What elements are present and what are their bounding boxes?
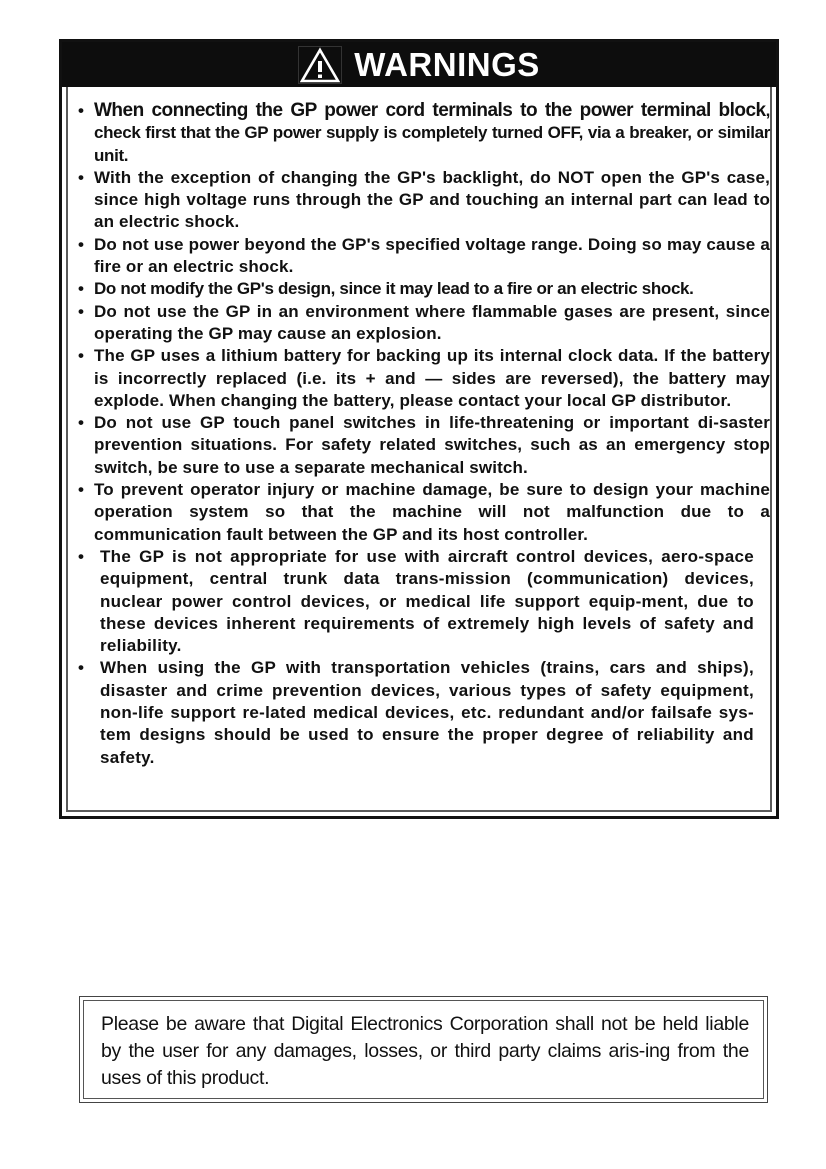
bullet: •	[78, 546, 85, 566]
warning-item	[76, 100, 770, 167]
warning-text: With the exception of changing the GP's backlight, do NOT open the GP's case, since high voltage runs through the GP and touching an internal part can lead to an electric shock.	[94, 167, 770, 232]
disclaimer-inner-border	[83, 1000, 764, 1099]
warning-item	[76, 167, 770, 234]
warning-item	[76, 546, 770, 657]
warning-lead: When connecting the GP power cord terminals to the power terminal block	[94, 100, 766, 121]
warning-item	[76, 301, 770, 346]
warnings-header	[62, 42, 776, 87]
bullet: •	[78, 658, 85, 678]
warning-text: The GP is not appropriate for use with aircraft control devices, aero-space equipment, central trunk data trans-mission (communication) devices, nuclear power control devices, or medical life support equip-ment, due to these devices inherent requirements of extremely high levels of safety and reliability.	[100, 546, 754, 656]
warning-text: , check first that the GP power supply is completely turned OFF, via a breaker, or similar unit.	[94, 101, 770, 165]
bullet: •	[78, 480, 85, 500]
warnings-box	[59, 39, 779, 819]
bullet: •	[78, 234, 85, 254]
warning-text: The GP uses a lithium battery for backing up its internal clock data. If the battery is incorrectly replaced (i.e. its + and — sides are reversed), the battery may explode. When changing the battery, please contact your local GP distributor.	[94, 346, 770, 410]
disclaimer-text: Please be aware that Digital Electronics Corporation shall not be held liable by the user for any damages, losses, or third party claims aris-ing from the uses of this product.	[101, 1013, 749, 1089]
disclaimer-box	[79, 996, 768, 1103]
bullet: •	[78, 346, 85, 366]
bullet: •	[78, 413, 85, 433]
warning-text: To prevent operator injury or machine damage, be sure to design your machine operation system so that the machine will not malfunction due to a communication fault between the GP and its host controller.	[94, 480, 770, 544]
warning-item	[76, 479, 770, 546]
warning-triangle-icon	[298, 46, 342, 84]
warning-text: When using the GP with transportation vehicles (trains, cars and ships), disaster and crime prevention devices, various types of safety equipment, non-life support re-lated medical devices, etc. redundant and/or failsafe sys-tem designs should be used to ensure the proper degree of reliability and safety.	[100, 658, 754, 767]
warning-item	[76, 657, 770, 768]
warning-text: Do not use GP touch panel switches in life-threatening or important di-saster prevention situations. For safety related switches, such as an emergency stop switch, be sure to use a separate mechanical switch.	[94, 413, 770, 477]
warning-item	[76, 278, 770, 300]
warning-item	[76, 412, 770, 479]
warnings-list	[76, 100, 770, 769]
warning-text: Do not use the GP in an environment where flammable gases are present, since operating the GP may cause an explosion.	[94, 301, 770, 343]
bullet: •	[78, 101, 84, 120]
warnings-title: WARNINGS	[354, 46, 540, 83]
warning-text: Do not modify the GP's design, since it may lead to a fire or an electric shock.	[94, 279, 694, 299]
warning-text: Do not use power beyond the GP's specified voltage range. Doing so may cause a fire or an electric shock.	[94, 234, 770, 277]
bullet: •	[78, 167, 85, 187]
bullet: •	[78, 301, 85, 321]
bullet: •	[78, 279, 84, 299]
warning-item	[76, 345, 770, 412]
warning-item	[76, 234, 770, 279]
